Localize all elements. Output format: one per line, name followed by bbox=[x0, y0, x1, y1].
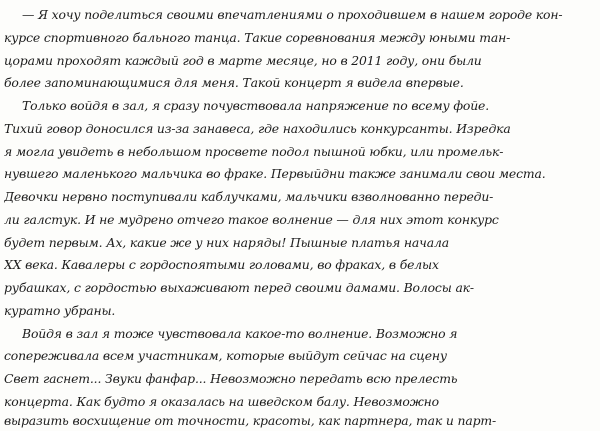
text-line: XX века. Кавалеры с гордоспоятыми головами, во фраках, в белых bbox=[4, 257, 439, 272]
text-line: Свет гаснет... Звуки фанфар... Невозможно передать всю прелесть bbox=[4, 371, 458, 386]
text-line: ли галстук. И не мудрено отчего такое волнение — для них этот конкурс bbox=[4, 212, 499, 227]
text-line: рубашках, с гордостью выхаживают перед своими дамами. Волосы ак- bbox=[4, 280, 474, 295]
text-line: Девочки нервно поступивали каблучками, мальчики взволнованно переди- bbox=[4, 189, 494, 204]
text-line: Только войдя в зал, я сразу почувствовала напряжение по всему фойе. bbox=[22, 98, 489, 113]
text-line: Войдя в зал я тоже чувствовала какое-то волнение. Возможно я bbox=[22, 326, 458, 341]
text-line: сопереживала всем участникам, которые выйдут сейчас на сцену bbox=[4, 348, 447, 363]
text-line: курсе спортивного бального танца. Такие соревнования между юными тан- bbox=[4, 30, 511, 45]
text-line: нувшего маленького мальчика во фраке. Первыйдни также занимали свои места. bbox=[4, 166, 546, 181]
text-line: выразить восхищение от точности, красоты, как партнера, так и парт- bbox=[4, 413, 497, 428]
text-line: будет первым. Ах, какие же у них наряды! Пышные платья начала bbox=[4, 235, 449, 250]
text-line: цорами проходят каждый год в марте месяце, но в 2011 году, они были bbox=[4, 53, 482, 68]
text-line: более запоминающимися для меня. Такой концерт я видела впервые. bbox=[4, 75, 464, 90]
text-line: я могла увидеть в небольшом просвете подол пышной юбки, или промельк- bbox=[4, 144, 504, 159]
text-line: концерта. Как будто я оказалась на шведском балу. Невозможно bbox=[4, 394, 439, 409]
text-line: Тихий говор доносился из-за занавеса, где находились конкурсанты. Изредка bbox=[4, 121, 511, 136]
text-line: — Я хочу поделиться своими впечатлениями о проходившем в нашем городе кон- bbox=[22, 7, 563, 22]
text-line: куратно убраны. bbox=[4, 303, 116, 318]
